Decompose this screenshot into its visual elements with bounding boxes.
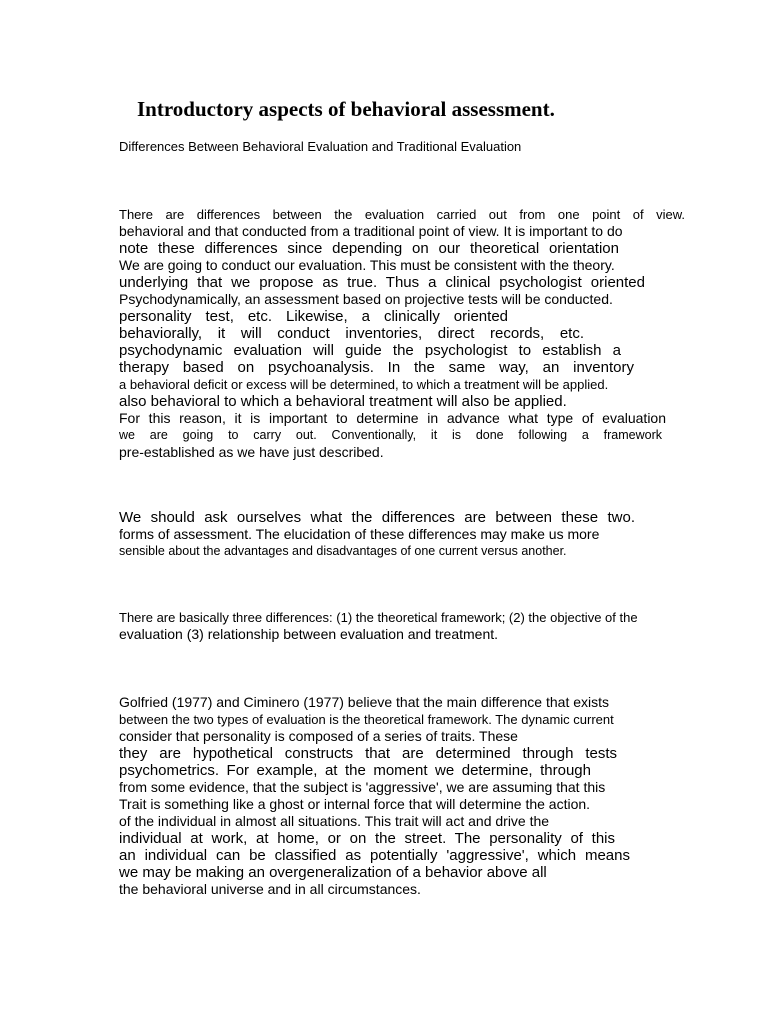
paragraph-line: the behavioral universe and in all circumstances. — [119, 881, 421, 897]
paragraph-line: personality test, etc. Likewise, a clinically oriented — [119, 308, 508, 325]
paragraph-2 — [119, 509, 679, 560]
paragraph-line: from some evidence, that the subject is 'aggressive', we are assuming that this — [119, 779, 606, 795]
paragraph-line: Trait is something like a ghost or internal force that will determine the action. — [119, 796, 591, 812]
paragraph-line: There are basically three differences: (1) the theoretical framework; (2) the objective of the — [119, 610, 638, 625]
paragraph-line: behaviorally, it will conduct inventories, direct records, etc. — [119, 325, 584, 342]
paragraph-line: psychodynamic evaluation will guide the psychologist to establish a — [119, 342, 621, 359]
paragraph-line: Psychodynamically, an assessment based on projective tests will be conducted. — [119, 291, 613, 307]
paragraph-line: For this reason, it is important to determine in advance what type of evaluation — [119, 410, 666, 426]
paragraph-line: a behavioral deficit or excess will be determined, to which a treatment will be applied. — [119, 377, 609, 392]
paragraph-line: we are going to carry out. Conventionally, it is done following a framework — [119, 428, 662, 442]
paragraph-line: Golfried (1977) and Ciminero (1977) believe that the main difference that exists — [119, 694, 610, 710]
paragraph-line: forms of assessment. The elucidation of these differences may make us more — [119, 526, 600, 542]
paragraph-line: of the individual in almost all situations. This trait will act and drive the — [119, 813, 550, 829]
paragraph-line: note these differences since depending on our theoretical orientation — [119, 240, 619, 257]
paragraph-line: between the two types of evaluation is the theoretical framework. The dynamic current — [119, 712, 614, 727]
paragraph-line: therapy based on psychoanalysis. In the same way, an inventory — [119, 359, 634, 376]
paragraph-line: evaluation (3) relationship between evaluation and treatment. — [119, 626, 499, 642]
paragraph-1 — [119, 206, 685, 461]
paragraph-line: behavioral and that conducted from a traditional point of view. It is important to do — [119, 223, 623, 239]
paragraph-line: individual at work, at home, or on the street. The personality of this — [119, 830, 615, 847]
paragraph-3 — [119, 609, 685, 643]
paragraph-line: There are differences between the evaluation carried out from one point of view. — [119, 207, 685, 222]
paragraph-line: underlying that we propose as true. Thus a clinical psychologist oriented — [119, 274, 645, 291]
paragraph-line: psychometrics. For example, at the moment we determine, through — [119, 762, 591, 779]
document-title: Introductory aspects of behavioral assessment. — [137, 97, 555, 121]
document-subtitle: Differences Between Behavioral Evaluation and Traditional Evaluation — [119, 139, 522, 154]
paragraph-line: an individual can be classified as potentially 'aggressive', which means — [119, 847, 630, 864]
paragraph-line: we may be making an overgeneralization of a behavior above all — [119, 864, 547, 881]
paragraph-line: consider that personality is composed of a series of traits. These — [119, 728, 518, 744]
paragraph-line: We should ask ourselves what the differences are between these two. — [119, 509, 635, 526]
paragraph-line: also behavioral to which a behavioral treatment will also be applied. — [119, 393, 567, 410]
paragraph-line: they are hypothetical constructs that are determined through tests — [119, 745, 617, 762]
paragraph-line: sensible about the advantages and disadvantages of one current versus another. — [119, 544, 567, 558]
paragraph-line: pre-established as we have just described. — [119, 444, 384, 460]
paragraph-4 — [119, 694, 685, 898]
paragraph-line: We are going to conduct our evaluation. This must be consistent with the theory. — [119, 257, 615, 273]
